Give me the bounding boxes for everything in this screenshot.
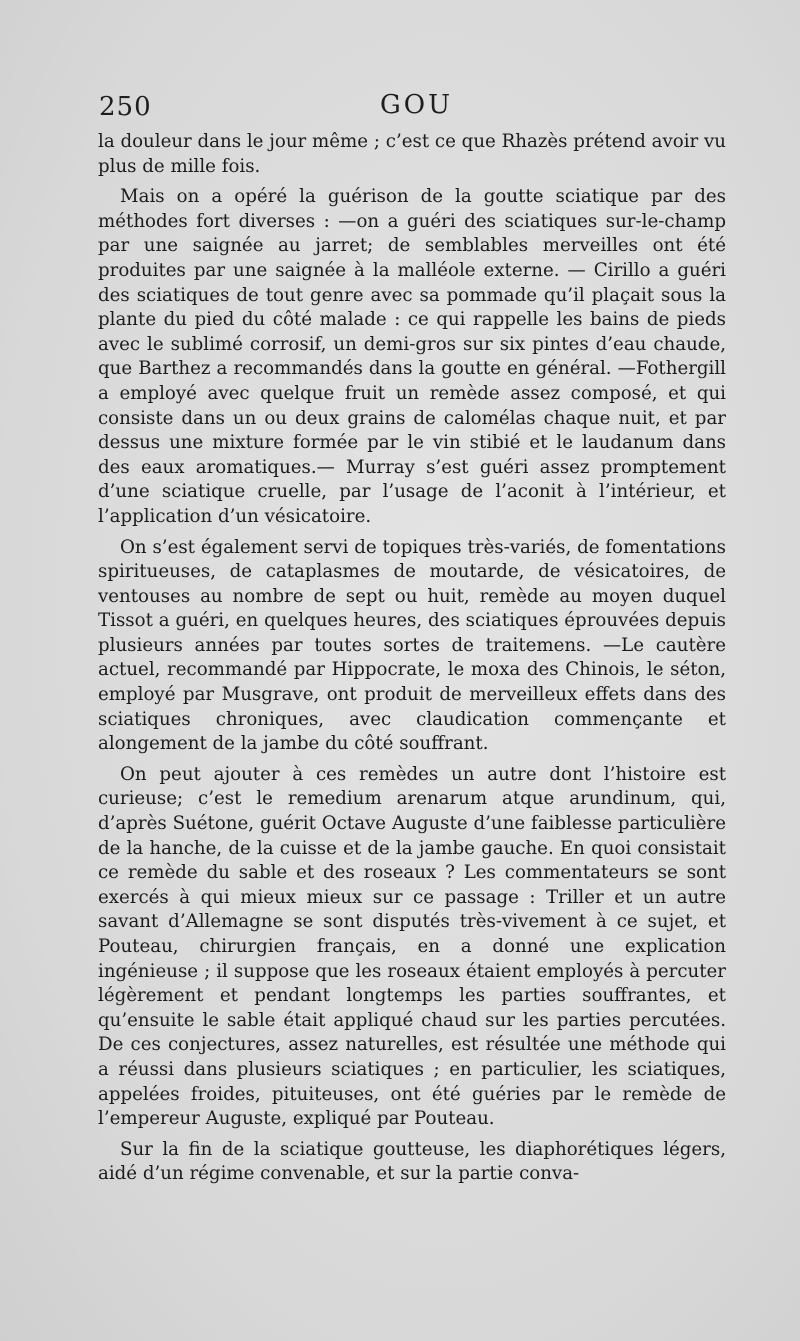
page-number: 250 [99, 92, 152, 122]
body-text [98, 130, 726, 1187]
paragraph-continuation: la douleur dans le jour même ; c’est ce que Rhazès prétend avoir vu plus de mille fois. [98, 131, 726, 177]
paragraph-gouty-sciatica: Sur la fin de la sciatique goutteuse, les diaphorétiques légers, aidé d’un régime convenable, et sur la partie conva- [98, 1138, 726, 1185]
running-head: GOU [380, 90, 453, 120]
page-header [95, 88, 735, 128]
paragraph-topical-remedies: On s’est également servi de topiques très-variés, de fomentations spiritueuses, de cataplasmes de moutarde, de vésicatoires, de ventouses au nombre de sept ou huit, remède au moyen duquel Tissot a guéri, en quelques heures, des sciatiques éprouvées depuis plusieurs années par toutes sortes de traitemens. —Le cautère actuel, recommandé par Hippocrate, le moxa des Chinois, le séton, employé par Musgrave, ont produit de merveilleux effets dans des sciatiques chroniques, avec claudication commençante et alongement de la jambe du côté souffrant. [98, 536, 726, 755]
paragraph-sciatica-methods: Mais on a opéré la guérison de la goutte sciatique par des méthodes fort diverses : —on a guéri des sciatiques sur-le-champ par une saignée au jarret; de semblables merveilles ont été produites par une saignée à la malléole externe. — Cirillo a guéri des sciatiques de tout genre avec sa pommade qu’il plaçait sous la plante du pied du côté malade : ce qui rappelle les bains de pieds avec le sublimé corrosif, un demi-gros sur six pintes d’eau chaude, que Barthez a recommandés dans la goutte en général. —Fothergill a employé avec quelque fruit un remède assez composé, et qui consiste dans un ou deux grains de calomélas chaque nuit, et par dessus une mixture formée par le vin stibié et le laudanum dans des eaux aromatiques.— Murray s’est guéri assez promptement d’une sciatique cruelle, par l’usage de l’aconit à l’intérieur, et l’application d’un vésicatoire. [98, 186, 726, 527]
paragraph-augustus-remedy: On peut ajouter à ces remèdes un autre dont l’histoire est curieuse; c’est le remedium arenarum atque arundinum, qui, d’après Suétone, guérit Octave Auguste d’une faiblesse particulière de la hanche, de la cuisse et de la jambe gauche. En quoi consistait ce remède du sable et des roseaux ? Les commentateurs se sont exercés à qui mieux mieux sur ce passage : Triller et un autre savant d’Allemagne se sont disputés très-vivement à ce sujet, et Pouteau, chirurgien français, en a donné une explication ingénieuse ; il suppose que les roseaux étaient employés à percuter légèrement et pendant longtemps les parties souffrantes, et qu’ensuite le sable était appliqué chaud sur les parties percutées. De ces conjectures, assez naturelles, est résultée une méthode qui a réussi dans plusieurs sciatiques ; en particulier, les sciatiques, appelées froides, pituiteuses, ont été guéries par le remède de l’empereur Auguste, expliqué par Pouteau. [98, 763, 726, 1130]
